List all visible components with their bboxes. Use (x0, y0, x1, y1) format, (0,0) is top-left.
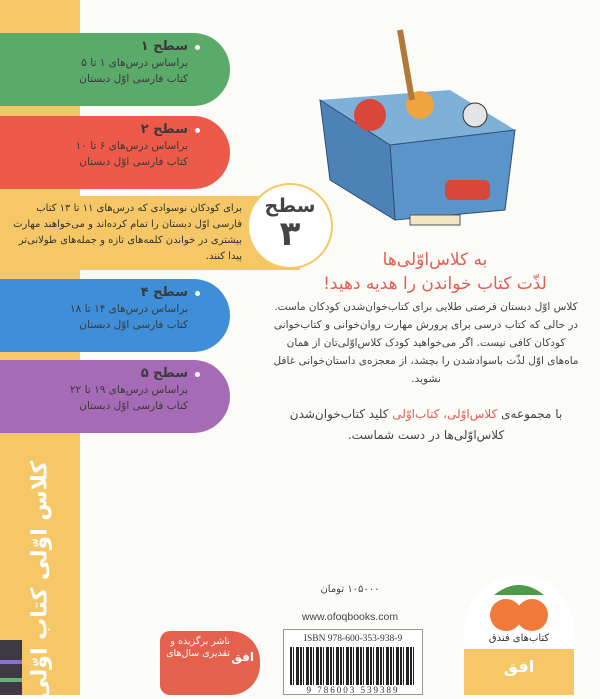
tangerines-icon (464, 575, 574, 635)
closing-text (270, 404, 582, 446)
spine-title: کلاس اوّلی کتاب اوّلی (27, 460, 53, 699)
badge-word: سطح (264, 195, 316, 217)
stripe-purple (0, 660, 22, 664)
toy-box-illustration (300, 20, 540, 230)
level-label: سطح ۴ (10, 285, 188, 301)
level-5-card (0, 360, 230, 433)
level-label: سطح ۱ (10, 39, 188, 55)
series-logo-text: کتاب‌های فندق (488, 633, 550, 644)
spine-color-stripes (0, 640, 22, 695)
badge-number: ۳ (279, 214, 301, 254)
price: ۱۰۵۰۰۰ تومان (320, 584, 380, 595)
isbn-barcode (283, 629, 423, 695)
level-label: سطح ۲ (10, 122, 188, 138)
stripe-green (0, 678, 22, 682)
barcode-bars (290, 647, 416, 685)
publisher-url: www.ofoqbooks.com (301, 611, 399, 623)
level-3-description: برای کودکان نوسوادی که درس‌های ۱۱ تا ۱۳ کتاب فارسی اوّل دبستان را تمام کرده‌اند و می‌خواهند مهارت بیشتری در خواندن کلمه‌های تازه و جمله‌های طولانی‌تر پیدا کنند. (13, 203, 242, 262)
level-1-card (0, 33, 230, 106)
level-lessons: براساس درس‌های ۶ تا ۱۰ (75, 140, 188, 152)
level-label: سطح ۵ (10, 366, 188, 382)
award-badge (160, 631, 260, 695)
series-name: کلاس‌اوّلی، کتاب‌اوّلی (392, 407, 498, 421)
level-book: کتاب فارسی اوّل دبستان (79, 400, 188, 412)
level-book: کتاب فارسی اوّل دبستان (79, 73, 188, 85)
level-2-card (0, 116, 230, 189)
level-lessons: براساس درس‌های ۱ تا ۵ (81, 57, 188, 69)
closing-before: با مجموعه‌ی (497, 407, 563, 421)
award-text: ناشر برگزیده و تقدیری سال‌های (166, 636, 230, 659)
headline-line-1: به کلاس‌اوّلی‌ها (382, 250, 488, 270)
isbn-text: ISBN 978-600-353-938-9 (303, 634, 403, 644)
headline (300, 248, 570, 296)
closing-after: کلید کتاب‌خوان‌شدن کلاس‌اوّلی‌ها در دست شماست. (289, 407, 505, 442)
level-book: کتاب فارسی اوّل دبستان (79, 156, 188, 168)
headline-line-2: لذّت کتاب خواندن را هدیه دهید! (323, 274, 547, 294)
barcode-digits: 9 786003 539389 (306, 685, 400, 695)
level-book: کتاب فارسی اوّل دبستان (79, 319, 188, 331)
brand-logo-text: افق (464, 649, 574, 695)
ofoq-logo: افق (231, 650, 254, 664)
level-lessons: براساس درس‌های ۱۹ تا ۲۲ (69, 384, 188, 396)
level-lessons: براساس درس‌های ۱۴ تا ۱۸ (69, 303, 188, 315)
publisher-logo (464, 575, 574, 695)
level-4-card (0, 279, 230, 352)
description-text: کلاس اوّل دبستان فرصتی طلایی برای کتاب‌خوان‌شدن کودکان ماست. در حالی که کتاب درسی برای پرورش مهارت روان‌خوانی و کتاب‌خوانی کودکان کافی نیست. اگر می‌خواهید کودک کلاس‌اوّلی‌تان از همان ماه‌های اوّل لذّت باسوادشدن را بچشد، از معجزه‌ی داستان‌خوانی غافل نشوید. (273, 301, 579, 385)
